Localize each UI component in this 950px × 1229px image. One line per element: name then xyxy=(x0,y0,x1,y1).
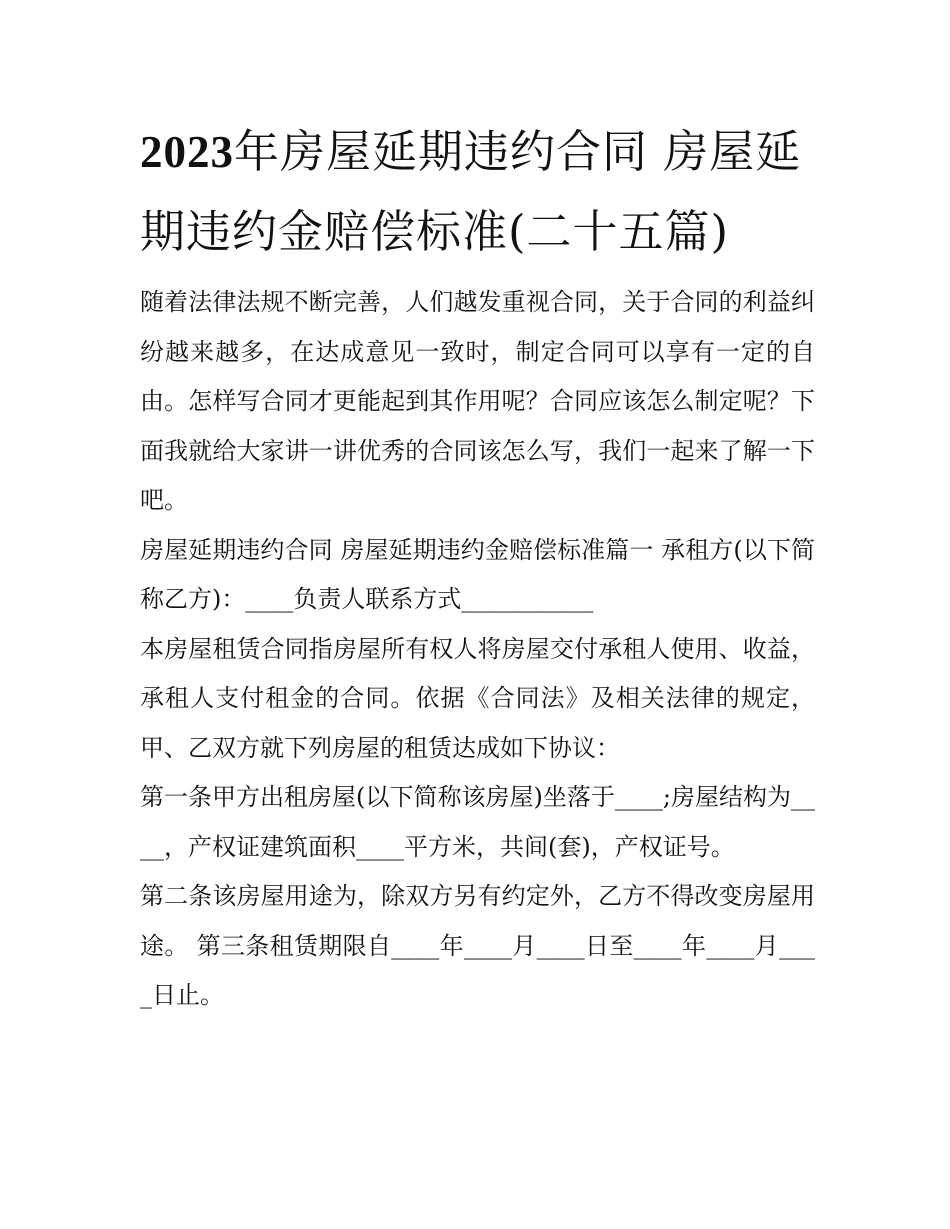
intro-paragraph: 随着法律法规不断完善，人们越发重视合同，关于合同的利益纠纷越来越多，在达成意见一致时，制定合同可以享有一定的自由。怎样写合同才更能起到其作用呢？合同应该怎么制定呢？下面我就给大家讲一讲优秀的合同该怎么写，我们一起来了解一下吧。 xyxy=(140,288,815,514)
article-one-paragraph: 第一条甲方出租房屋(以下简称该房屋)坐落于____;房屋结构为____，产权证建筑面积____平方米，共间(套)，产权证号。 xyxy=(140,783,815,861)
document-title xyxy=(140,112,815,272)
contract-heading-paragraph: 房屋延期违约合同 房屋延期违约金赔偿标准篇一 承租方(以下简称乙方)：____负责人联系方式___________ xyxy=(140,535,815,613)
article-two-three-paragraph: 第二条该房屋用途为，除双方另有约定外，乙方不得改变房屋用途。 第三条租赁期限自____年____月____日至____年____月____日止。 xyxy=(140,882,815,1009)
title-year: 2023 xyxy=(140,127,234,177)
contract-preamble-paragraph: 本房屋租赁合同指房屋所有权人将房屋交付承租人使用、收益，承租人支付租金的合同。依据《合同法》及相关法律的规定，甲、乙双方就下列房屋的租赁达成如下协议： xyxy=(140,634,815,762)
document-page xyxy=(140,112,815,1021)
title-text: 年房屋延期违约合同 房屋延期违约金赔偿标准(二十五篇) xyxy=(140,125,802,258)
